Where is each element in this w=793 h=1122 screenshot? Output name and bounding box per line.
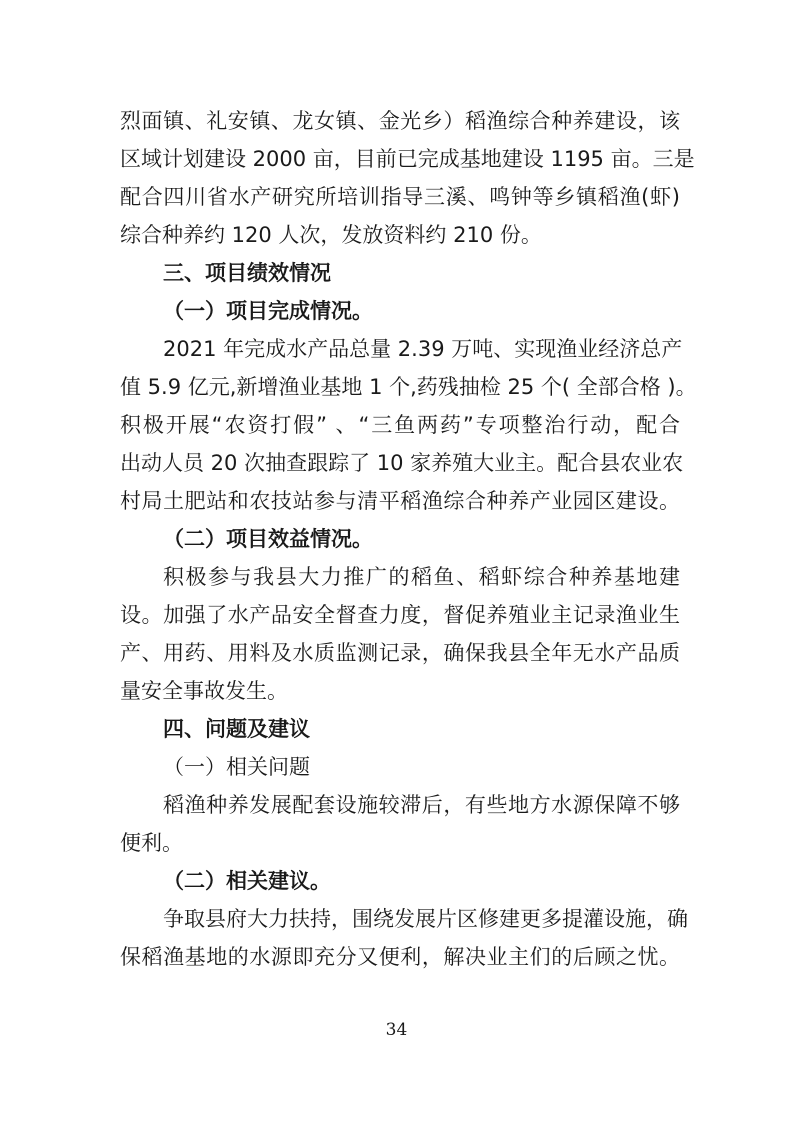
paragraph-line: 设。加强了水产品安全督查力度，督促养殖业主记录渔业生 — [120, 603, 680, 627]
paragraph-line: 区域计划建设 2000 亩，目前已完成基地建设 1195 亩。三是 — [120, 147, 695, 171]
section-heading-4: 四、问题及建议 — [163, 717, 310, 741]
paragraph-line: 配合四川省水产研究所培训指导三溪、鸣钟等乡镇稻渔(虾) — [120, 185, 680, 209]
paragraph-line: 产、用药、用料及水质监测记录，确保我县全年无水产品质 — [120, 641, 680, 665]
paragraph-line: 综合种养约 120 人次，发放资料约 210 份。 — [120, 223, 542, 247]
paragraph-line: 2021 年完成水产品总量 2.39 万吨、实现渔业经济总产 — [163, 337, 683, 361]
paragraph-line: 稻渔种养发展配套设施较滞后，有些地方水源保障不够 — [163, 793, 680, 817]
paragraph-line: 烈面镇、礼安镇、龙女镇、金光乡）稻渔综合种养建设，该 — [120, 109, 680, 133]
page-number: 34 — [385, 1020, 408, 1040]
paragraph-line: 争取县府大力扶持，围绕发展片区修建更多提灌设施，确 — [163, 907, 688, 931]
subsection-heading: （二）相关建议。 — [163, 869, 331, 893]
paragraph-line: 积极开展“农资打假” 、“三鱼两药”专项整治行动，配合 — [120, 413, 680, 437]
subsection-heading: （一）项目完成情况。 — [163, 299, 373, 323]
paragraph-line: 量安全事故发生。 — [120, 679, 288, 703]
paragraph-line: 值 5.9 亿元,新增渔业基地 1 个,药残抽检 25 个( 全部合格 )。 — [120, 375, 697, 399]
paragraph-line: 保稻渔基地的水源即充分又便利，解决业主们的后顾之忧。 — [120, 945, 680, 969]
subsection-heading: （一）相关问题 — [163, 755, 310, 779]
section-heading-3: 三、项目绩效情况 — [163, 261, 331, 285]
paragraph-line: 村局土肥站和农技站参与清平稻渔综合种养产业园区建设。 — [120, 489, 680, 513]
paragraph-line: 出动人员 20 次抽查跟踪了 10 家养殖大业主。配合县农业农 — [120, 451, 684, 475]
paragraph-line: 便利。 — [120, 831, 183, 855]
subsection-heading: （二）项目效益情况。 — [163, 527, 373, 551]
paragraph-line: 积极参与我县大力推广的稻鱼、稻虾综合种养基地建 — [163, 565, 680, 589]
